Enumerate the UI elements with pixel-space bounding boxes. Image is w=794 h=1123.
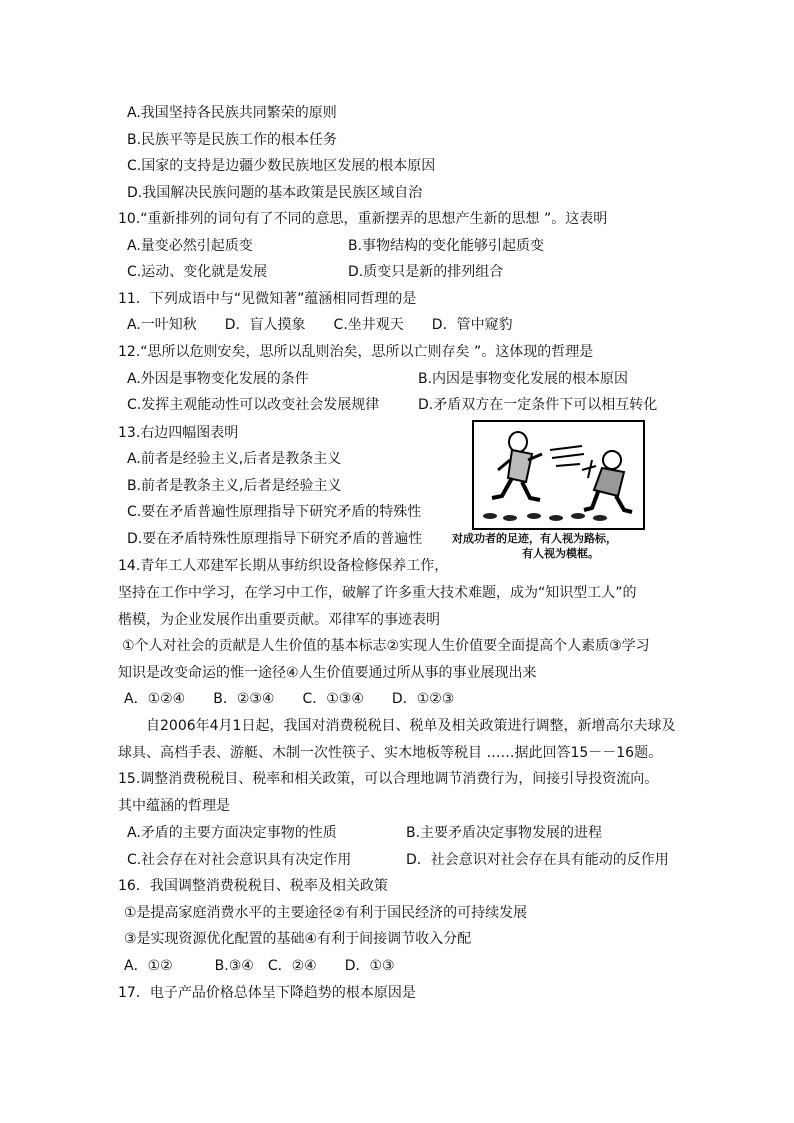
- q10-option-b: B.事物结构的变化能够引起质变: [348, 238, 545, 254]
- q14-line5: 知识是改变命运的惟一途径④人生价值要通过所从事的事业展现出来: [118, 665, 537, 681]
- q11-options: A.一叶知秋 D．盲人摸象 C.坐井观天 D．管中窥豹: [127, 317, 513, 333]
- q16-stem: 16．我国调整消费税税目、税率及相关政策: [118, 878, 388, 894]
- material-line2: 球具、高档手表、游艇、木制一次性筷子、实木地板等税目 ……据此回答15－－16题。: [118, 745, 663, 761]
- q12-stem: 12.“思所以危则安矣，思所以乱则治矣，思所以亡则存矣 ”。这体现的哲理是: [118, 344, 594, 360]
- q12-option-b: B.内因是事物变化发展的根本原因: [418, 371, 629, 387]
- q16-line1: ①是提高家庭消费水平的主要途径②有利于国民经济的可持续发展: [124, 905, 528, 921]
- q13-option-a: A.前者是经验主义,后者是教条主义: [127, 451, 342, 467]
- q17-stem: 17．电子产品价格总体呈下降趋势的根本原因是: [118, 985, 416, 1001]
- q9-option-b: B.民族平等是民族工作的根本任务: [127, 132, 338, 148]
- q15-line1: 15.调整消费税税目、税率和相关政策，可以合理地调节消费行为，间接引导投资流向。: [118, 771, 659, 787]
- q14-line2: 坚持在工作中学习，在学习中工作，破解了许多重大技术难题，成为“知识型工人”的: [118, 585, 637, 601]
- q15-option-b: B.主要矛盾决定事物发展的进程: [406, 825, 603, 841]
- q14-line1: 14.青年工人邓建军长期从事纺织设备检修保养工作，: [118, 558, 449, 574]
- q13-stem: 13.右边四幅图表明: [118, 425, 239, 441]
- q9-option-c: C.国家的支持是边疆少数民族地区发展的根本原因: [127, 158, 436, 174]
- q13-option-c: C.要在矛盾普遍性原理指导下研究矛盾的特殊性: [127, 504, 422, 520]
- q9-option-a: A.我国坚持各民族共同繁荣的原则: [127, 105, 337, 121]
- q12-option-a: A.外因是事物变化发展的条件: [127, 371, 309, 387]
- cartoon-illustration: [452, 420, 647, 565]
- q16-line2: ③是实现资源优化配置的基础④有利于间接调节收入分配: [124, 931, 472, 947]
- q13-option-d: D.要在矛盾特殊性原理指导下研究矛盾的普遍性: [127, 531, 423, 547]
- q12-option-d: D.矛盾双方在一定条件下可以相互转化: [418, 397, 658, 413]
- q16-options: A．①② B.③④ C．②④ D．①③: [124, 958, 395, 974]
- q14-line3: 楷模，为企业发展作出重要贡献。邓律军的事迹表明: [118, 612, 440, 628]
- q10-option-c: C.运动、变化就是发展: [127, 264, 268, 280]
- cartoon-caption-line1: 对成功者的足迹，有人视为路标，: [452, 532, 617, 545]
- q12-option-c: C.发挥主观能动性可以改变社会发展规律: [127, 397, 380, 413]
- cartoon-caption-line2: 有人视为模框。: [522, 547, 599, 560]
- q10-stem: 10.“重新排列的词句有了不同的意思，重新摆弄的思想产生新的思想 ”。这表明: [118, 211, 608, 227]
- q15-option-a: A.矛盾的主要方面决定事物的性质: [127, 825, 337, 841]
- q14-options: A．①②④ B．②③④ C．①③④ D．①②③: [124, 691, 455, 707]
- q14-line4: ①个人对社会的贡献是人生价值的基本标志②实现人生价值要全面提高个人素质③学习: [122, 638, 650, 654]
- q15-option-d: D．社会意识对社会存在具有能动的反作用: [406, 852, 669, 868]
- q10-option-a: A.量变必然引起质变: [127, 238, 253, 254]
- material-line1: 自2006年4月1日起，我国对消费税税目、税单及相关政策进行调整，新增高尔夫球及: [146, 718, 676, 734]
- q11-stem: 11．下列成语中与“见微知著”蕴涵相同哲理的是: [118, 291, 417, 307]
- q10-option-d: D.质变只是新的排列组合: [348, 264, 504, 280]
- q15-line2: 其中蕴涵的哲理是: [118, 798, 230, 814]
- q13-option-b: B.前者是教条主义,后者是经验主义: [127, 478, 342, 494]
- q15-option-c: C.社会存在对社会意识具有决定作用: [127, 852, 352, 868]
- q9-option-d: D.我国解决民族问题的基本政策是民族区域自治: [127, 185, 423, 201]
